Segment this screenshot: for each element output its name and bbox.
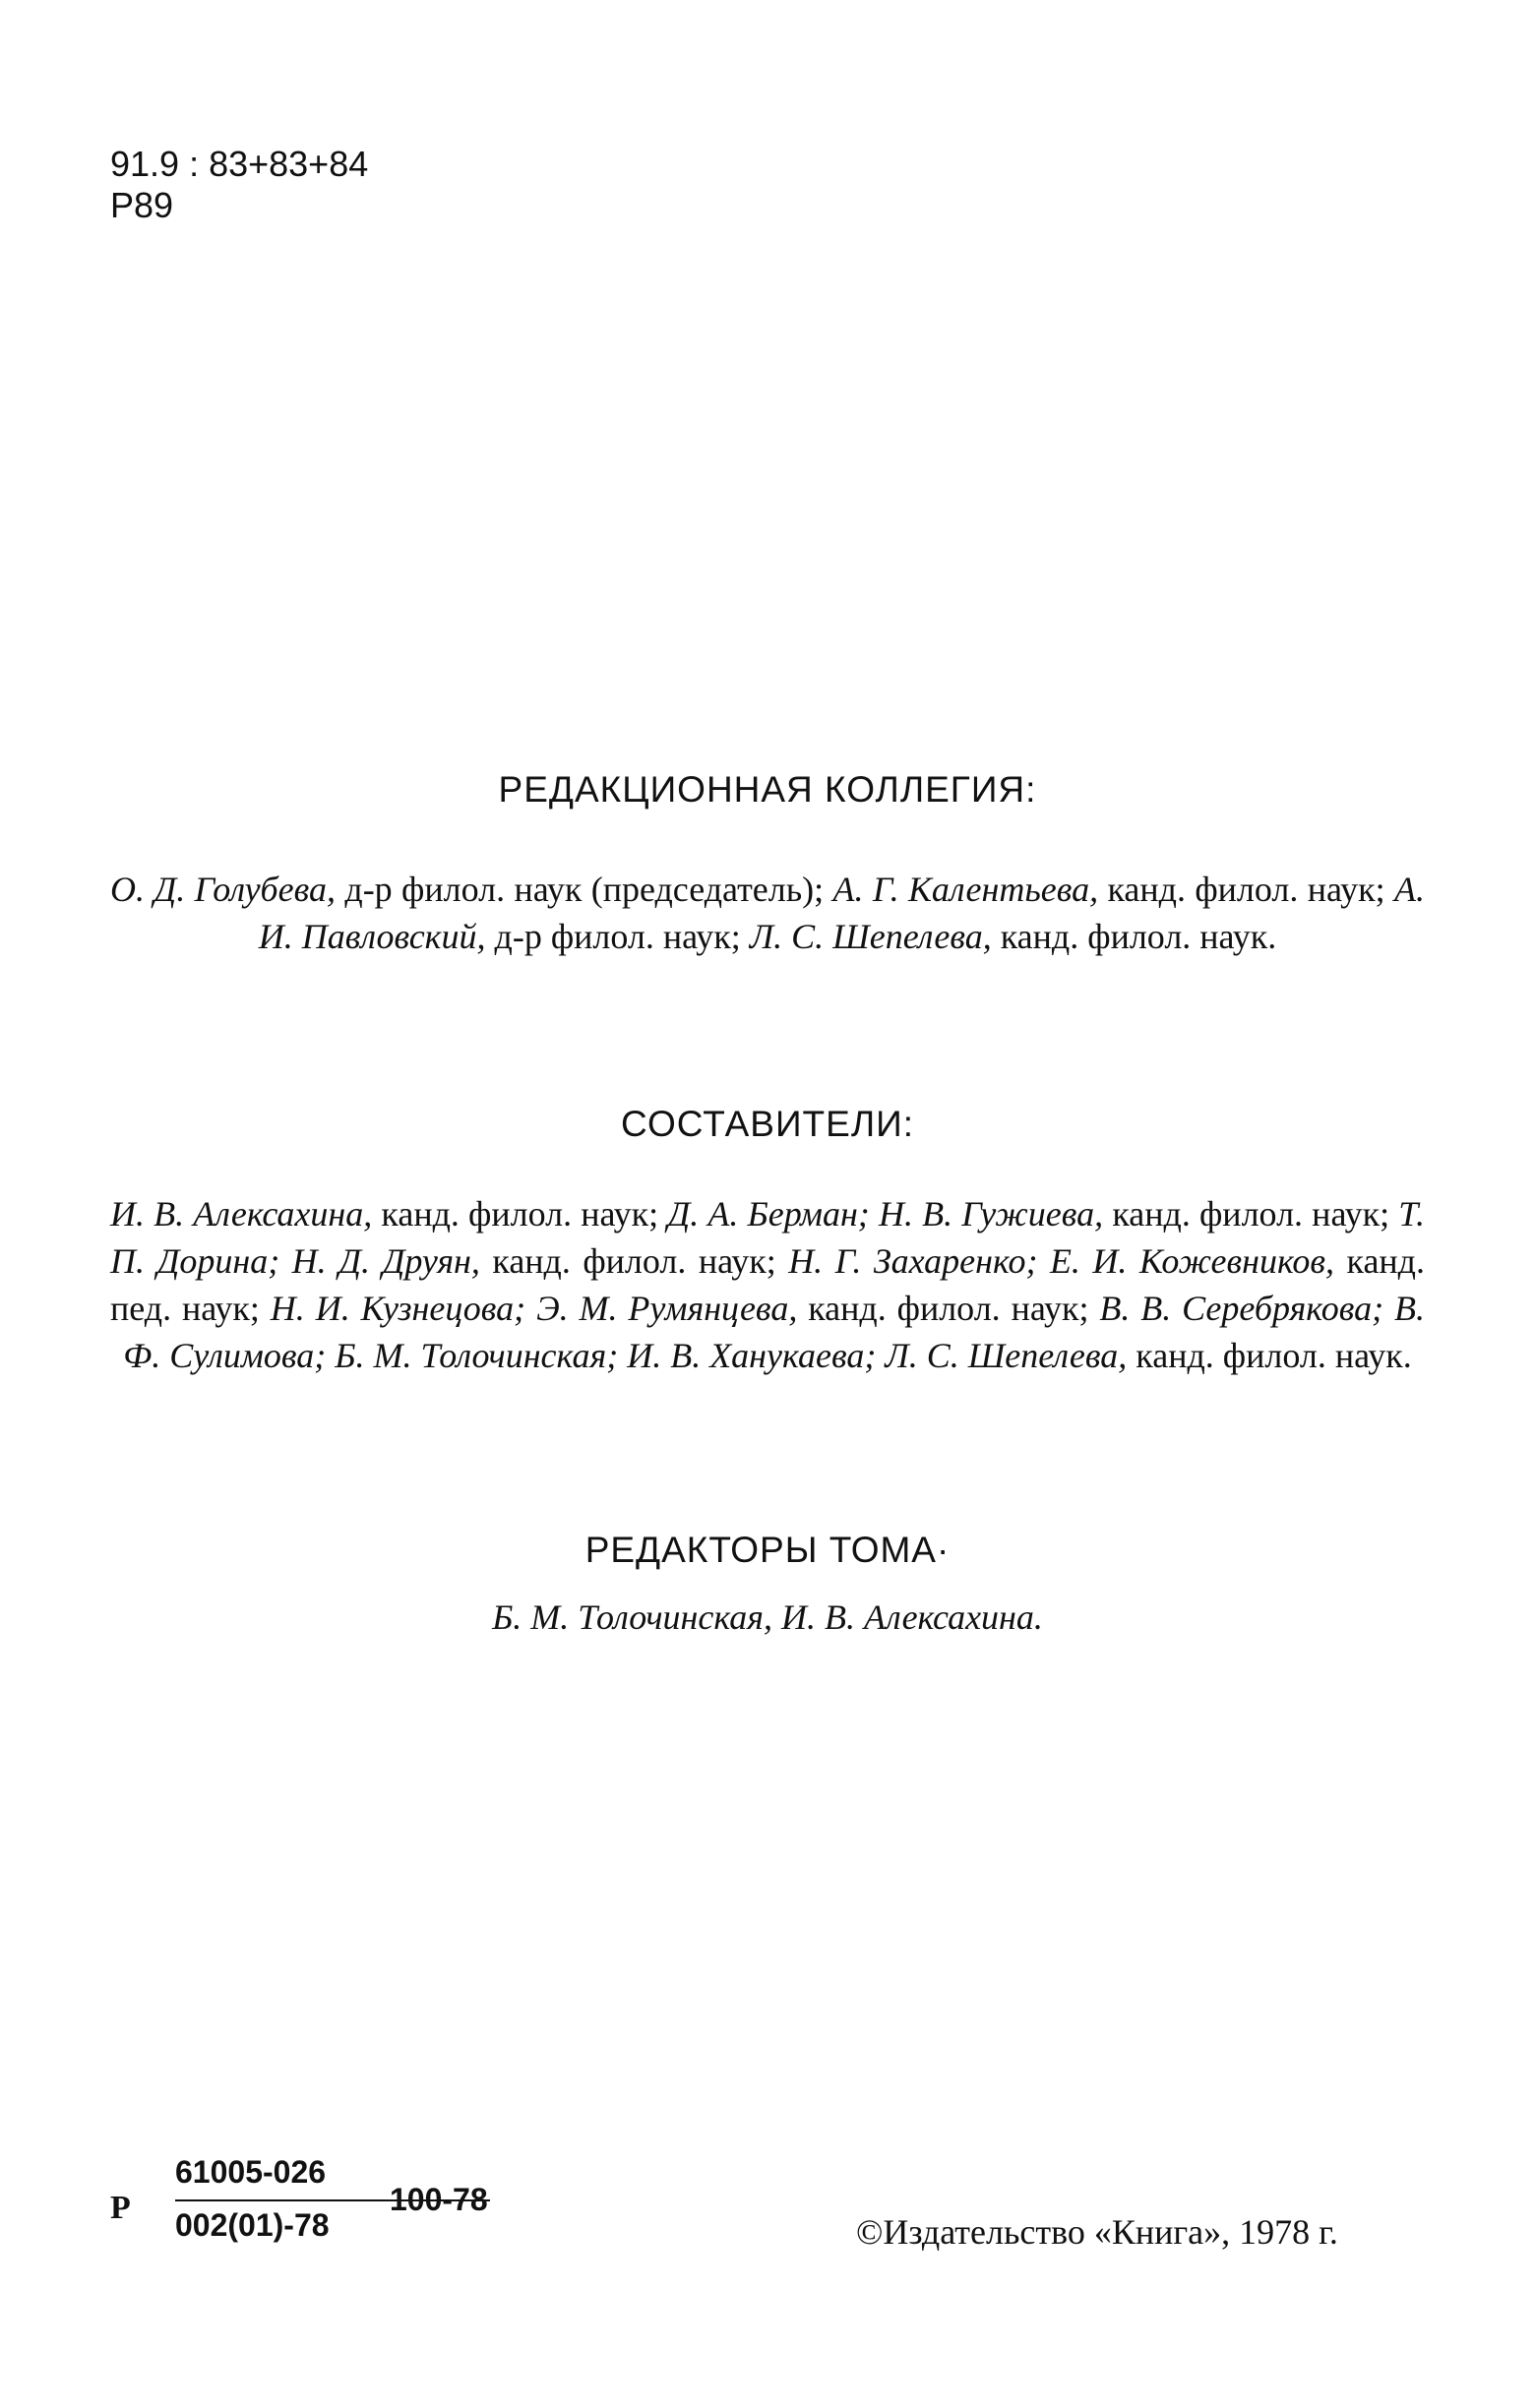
compiler-role: канд. филол. наук; <box>797 1289 1100 1328</box>
board-member-role: канд. филол. наук. <box>991 917 1277 956</box>
compiler-name: И. В. Алексахина, <box>110 1194 373 1234</box>
compiler-role: канд. филол. наук; <box>479 1241 789 1281</box>
compilers-list <box>110 1190 1425 1379</box>
board-member-role: канд. филол. наук; <box>1098 870 1394 909</box>
compiler-name: Т. П. Дорина; <box>110 1194 1426 1281</box>
compiler-name: Э. М. Румянцева, <box>536 1289 798 1328</box>
index-trailing: 100-78 <box>390 2182 488 2217</box>
editorial-board-heading: РЕДАКЦИОННАЯ КОЛЛЕГИЯ: <box>498 769 1037 810</box>
index-denominator: 002(01)-78 <box>175 2207 330 2243</box>
compiler-name: В. Ф. Сулимова; <box>123 1289 1426 1375</box>
compiler-role <box>1037 1241 1049 1281</box>
compiler-role <box>525 1289 536 1328</box>
compiler-role <box>279 1241 291 1281</box>
classification-code: 91.9 : 83+83+84 <box>110 144 369 184</box>
compiler-role: канд. филол. наук; <box>372 1194 668 1234</box>
volume-editors-heading: РЕДАКТОРЫ ТОМА· <box>584 1530 951 1570</box>
compiler-name: Е. И. Кожевников, <box>1049 1241 1335 1281</box>
compiler-role <box>870 1194 879 1234</box>
compiler-name: Л. С. Шепелева, <box>885 1336 1128 1375</box>
compiler-name: И. В. Ханукаева; <box>627 1336 877 1375</box>
compiler-name: Н. И. Кузнецова; <box>270 1289 526 1328</box>
compiler-role: канд. филол. наук; <box>1103 1194 1399 1234</box>
compilers-heading: СОСТАВИТЕЛИ: <box>621 1104 914 1144</box>
compiler-name: Д. А. Берман; <box>667 1194 870 1234</box>
compiler-name: В. В. Серебрякова; <box>1099 1289 1384 1328</box>
publication-index <box>110 2154 523 2262</box>
compiler-role <box>618 1336 627 1375</box>
classification-mark: Р89 <box>110 185 174 225</box>
board-member-name: О. Д. Голубева, <box>110 870 337 909</box>
index-numerator: 61005-026 <box>175 2154 327 2190</box>
index-letter: Р <box>110 2190 131 2226</box>
classification-block <box>110 144 368 226</box>
compiler-name: Н. В. Гужиева, <box>878 1194 1104 1234</box>
volume-editors-names: Б. М. Толочинская, И. В. Алексахина. <box>492 1597 1043 1637</box>
board-member-name: А. Г. Калентьева, <box>832 870 1099 909</box>
compiler-name: Б. М. Толочинская; <box>335 1336 619 1375</box>
compiler-role <box>1383 1289 1394 1328</box>
copyright-notice: ©Издательство «Книга», 1978 г. <box>856 2212 1338 2252</box>
compiler-name: Н. Д. Друян, <box>291 1241 480 1281</box>
compiler-role: канд. пед. наук; <box>110 1241 1426 1328</box>
compiler-role <box>876 1336 885 1375</box>
board-member-name: Л. С. Шепелева, <box>749 917 992 956</box>
board-member-role: д-р филол. наук; <box>485 917 750 956</box>
board-member-name: А. И. Павловский, <box>258 870 1425 956</box>
compiler-role: канд. филол. наук. <box>1127 1336 1412 1375</box>
editorial-board-list <box>110 866 1425 960</box>
compiler-name: Н. Г. Захаренко; <box>788 1241 1038 1281</box>
compiler-role <box>326 1336 335 1375</box>
board-member-role: д-р филол. наук (председатель); <box>336 870 833 909</box>
